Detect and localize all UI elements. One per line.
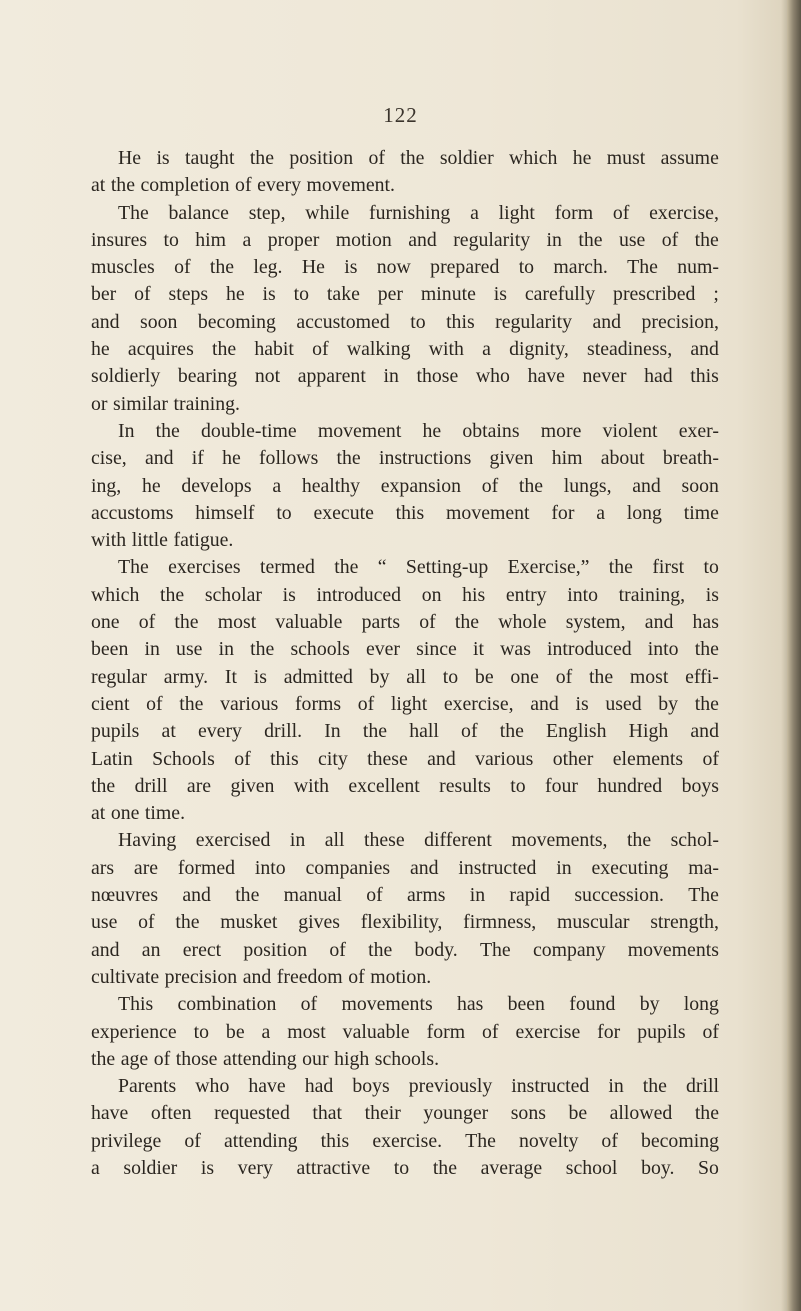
text-line: cise, and if he follows the instructions given him about breath- bbox=[91, 447, 719, 470]
text-line: or similar training. bbox=[91, 392, 240, 415]
text-line: at the completion of every movement. bbox=[91, 174, 395, 197]
text-line: cient of the various forms of light exercise, and is used by the bbox=[91, 692, 719, 715]
text-line: pupils at every drill. In the hall of the English High and bbox=[91, 720, 719, 743]
text-line: ing, he develops a healthy expansion of the lungs, and soon bbox=[91, 474, 719, 497]
text-line: muscles of the leg. He is now prepared to march. The num- bbox=[91, 256, 719, 279]
text-line: have often requested that their younger sons be allowed the bbox=[91, 1102, 719, 1125]
text-line: the drill are given with excellent results to four hundred boys bbox=[91, 774, 719, 797]
page-number: 122 bbox=[383, 103, 418, 127]
text-line: with little fatigue. bbox=[91, 529, 234, 552]
text-line: ber of steps he is to take per minute is carefully prescribed ; bbox=[91, 283, 719, 306]
text-line: Latin Schools of this city these and various other elements of bbox=[91, 747, 719, 770]
text-line: Parents who have had boys previously instructed in the drill bbox=[118, 1075, 719, 1098]
text-line: cultivate precision and freedom of motion. bbox=[91, 965, 432, 988]
text-line: he acquires the habit of walking with a dignity, steadiness, and bbox=[91, 338, 719, 361]
text-line: soldierly bearing not apparent in those who have never had this bbox=[91, 365, 719, 388]
text-line: ars are formed into companies and instructed in executing ma- bbox=[91, 856, 719, 879]
text-line: at one time. bbox=[91, 802, 186, 825]
text-line: The balance step, while furnishing a light form of exercise, bbox=[118, 201, 719, 224]
text-line: In the double-time movement he obtains more violent exer- bbox=[118, 419, 719, 442]
text-line: accustoms himself to execute this movement for a long time bbox=[91, 501, 719, 524]
text-line: This combination of movements has been found by long bbox=[118, 993, 719, 1016]
body-text bbox=[91, 145, 719, 1182]
text-line: use of the musket gives flexibility, firmness, muscular strength, bbox=[91, 911, 719, 934]
text-line: and an erect position of the body. The company movements bbox=[91, 938, 719, 961]
text-line: a soldier is very attractive to the average school boy. So bbox=[91, 1156, 719, 1179]
page-edge bbox=[787, 0, 801, 1311]
text-line: regular army. It is admitted by all to be one of the most effi- bbox=[91, 665, 719, 688]
text-line: The exercises termed the “ Setting-up Exercise,” the first to bbox=[118, 556, 719, 579]
text-line: and soon becoming accustomed to this regularity and precision, bbox=[91, 310, 719, 333]
text-line: the age of those attending our high schools. bbox=[91, 1047, 440, 1070]
text-line: nœuvres and the manual of arms in rapid succession. The bbox=[91, 884, 719, 907]
text-line: insures to him a proper motion and regularity in the use of the bbox=[91, 228, 719, 251]
text-line: Having exercised in all these different movements, the schol- bbox=[118, 829, 719, 852]
text-line: privilege of attending this exercise. The novelty of becoming bbox=[91, 1129, 719, 1152]
text-line: which the scholar is introduced on his entry into training, is bbox=[91, 583, 719, 606]
text-line: been in use in the schools ever since it was introduced into the bbox=[91, 638, 719, 661]
text-line: He is taught the position of the soldier which he must assume bbox=[118, 147, 719, 169]
text-line: experience to be a most valuable form of exercise for pupils of bbox=[91, 1020, 719, 1043]
text-line: one of the most valuable parts of the whole system, and has bbox=[91, 611, 719, 634]
